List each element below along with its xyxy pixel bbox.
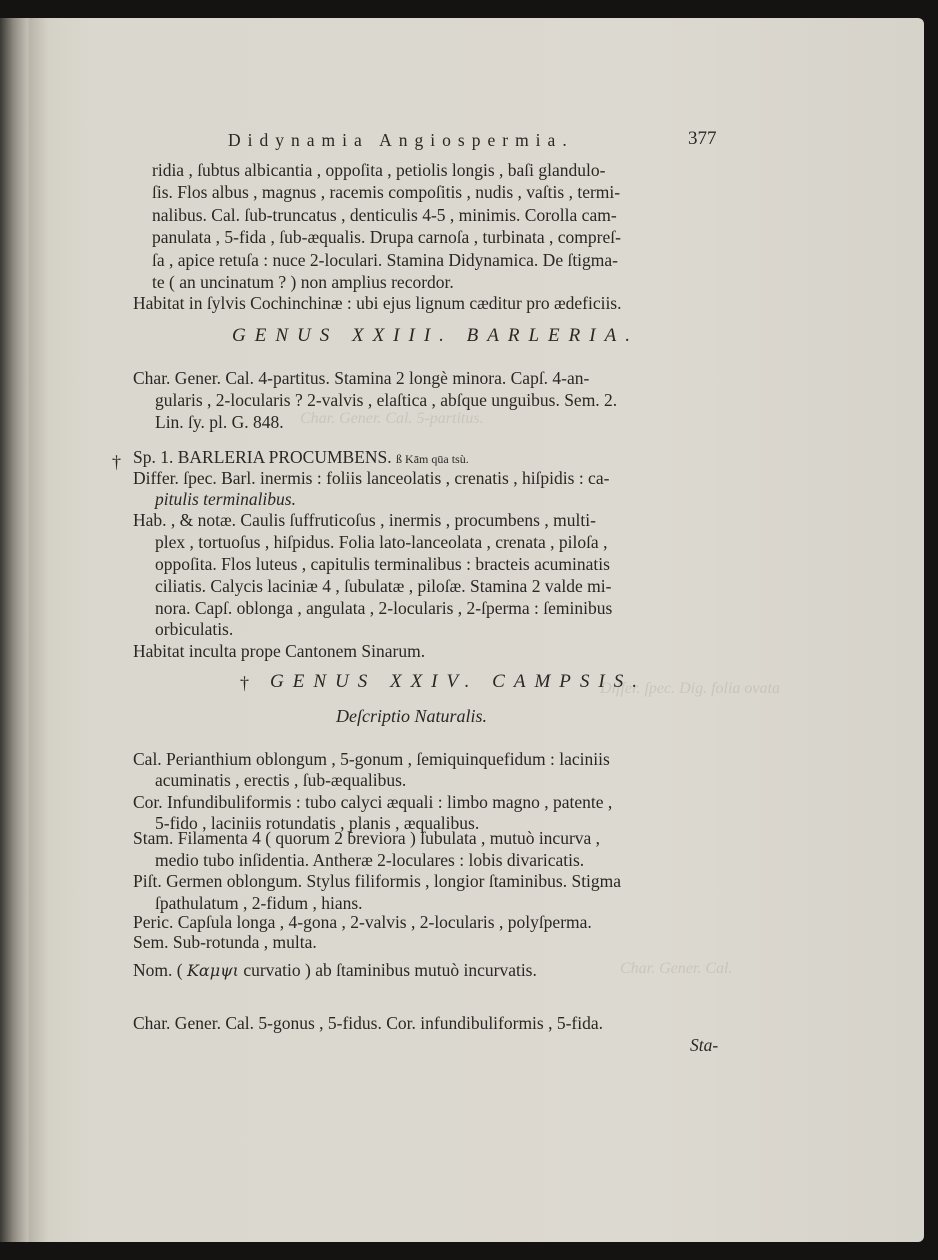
text-line: orbiculatis. bbox=[155, 619, 234, 639]
char-line: Lin. ſy. pl. G. 848. bbox=[155, 412, 284, 432]
dagger-mark: † bbox=[112, 452, 121, 472]
nomenclature-line bbox=[133, 960, 537, 981]
bleed-through-text: Char. Gener. Cal. bbox=[620, 960, 733, 977]
dagger-mark: † bbox=[240, 673, 249, 693]
text-line: ſa , apice retuſa : nuce 2-loculari. Stamina Didynamica. De ſtigma- bbox=[152, 250, 619, 270]
bleed-through-text: Differ. ſpec. Dig. folia ovata bbox=[600, 680, 780, 697]
nom-suffix: curvatio ) ab ſtaminibus mutuò incurvatis. bbox=[243, 960, 537, 980]
genus-heading: GENUS XXIII. BARLERIA. bbox=[232, 325, 639, 346]
running-header: Didynamia Angiospermia. bbox=[228, 130, 574, 150]
page-number: 377 bbox=[688, 128, 717, 149]
text-line: panulata , 5-fida , ſub-æqualis. Drupa carnoſa , turbinata , compreſ- bbox=[152, 227, 621, 247]
description-line: Cor. Infundibuliformis : tubo calyci æquali : limbo magno , patente , bbox=[133, 792, 613, 812]
genus-heading: GENUS XXIV. CAMPSIS. bbox=[270, 671, 646, 692]
section-subtitle: Deſcriptio Naturalis. bbox=[336, 706, 488, 726]
species-heading bbox=[133, 447, 469, 469]
bleed-through-text: Char. Gener. Cal. 5-partitus. bbox=[300, 410, 484, 427]
char-line: gularis , 2-locularis ? 2-valvis , elaſtica , abſque unguibus. Sem. 2. bbox=[155, 390, 618, 410]
text-line: oppoſita. Flos luteus , capitulis terminalibus : bracteis acuminatis bbox=[155, 554, 610, 574]
description-line: Peric. Capſula longa , 4-gona , 2-valvis , 2-locularis , polyſperma. bbox=[133, 912, 592, 932]
text-line: nalibus. Cal. ſub-truncatus , denticulis 4-5 , minimis. Corolla cam- bbox=[152, 205, 617, 225]
text-line: ridia , ſubtus albicantia , oppoſita , petiolis longis , baſi glandulo- bbox=[152, 160, 606, 180]
species-name: Sp. 1. BARLERIA PROCUMBENS. bbox=[133, 447, 392, 467]
description-line: Cal. Perianthium oblongum , 5-gonum , ſemiquinquefidum : laciniis bbox=[133, 749, 610, 769]
description-line: 5-fido , laciniis rotundatis , planis , æqualibus. bbox=[155, 813, 480, 833]
text-line: plex , tortuoſus , hiſpidus. Folia lato-lanceolata , crenata , piloſa , bbox=[155, 532, 608, 552]
book-spine bbox=[0, 18, 34, 1242]
text-line: Hab. , & notæ. Caulis ſuffruticoſus , inermis , procumbens , multi- bbox=[133, 510, 596, 530]
char-line: Char. Gener. Cal. 4-partitus. Stamina 2 longè minora. Capſ. 4-an- bbox=[133, 368, 590, 388]
habitat-line: Habitat inculta prope Cantonem Sinarum. bbox=[133, 641, 426, 661]
nom-prefix: Nom. ( bbox=[133, 960, 183, 980]
description-line: Stam. Filamenta 4 ( quorum 2 breviora ) ſubulata , mutuò incurva , bbox=[133, 828, 601, 848]
text-line: ciliatis. Calycis laciniæ 4 , ſubulatæ , piloſæ. Stamina 2 valde mi- bbox=[155, 576, 612, 596]
description-line: medio tubo inſidentia. Antheræ 2-loculares : lobis divaricatis. bbox=[155, 850, 585, 870]
habitat-line: Habitat in ſylvis Cochinchinæ : ubi ejus lignum cæditur pro ædeficiis. bbox=[133, 293, 622, 313]
text-line: ſis. Flos albus , magnus , racemis compoſitis , nudis , vaſtis , termi- bbox=[152, 182, 621, 202]
description-line: acuminatis , erectis , ſub-æqualibus. bbox=[155, 770, 407, 790]
description-line: Sem. Sub-rotunda , multa. bbox=[133, 932, 317, 952]
text-line: nora. Capſ. oblonga , angulata , 2-locularis , 2-ſperma : ſeminibus bbox=[155, 598, 613, 618]
char-line: Char. Gener. Cal. 5-gonus , 5-fidus. Cor. infundibuliformis , 5-fida. bbox=[133, 1013, 604, 1033]
text-line: Differ. ſpec. Barl. inermis : foliis lanceolatis , crenatis , hiſpidis : ca- bbox=[133, 468, 610, 488]
greek-word: Καμψι bbox=[186, 961, 239, 980]
text-line: te ( an uncinatum ? ) non amplius recordor. bbox=[152, 272, 454, 292]
description-line: Piſt. Germen oblongum. Stylus filiformis , longior ſtaminibus. Stigma bbox=[133, 871, 622, 891]
vernacular-name: ß Kām qūa tsù. bbox=[396, 452, 469, 466]
text-line: pitulis terminalibus. bbox=[155, 489, 296, 509]
description-line: ſpathulatum , 2-fidum , hians. bbox=[155, 893, 363, 913]
catchword: Sta- bbox=[690, 1035, 719, 1055]
